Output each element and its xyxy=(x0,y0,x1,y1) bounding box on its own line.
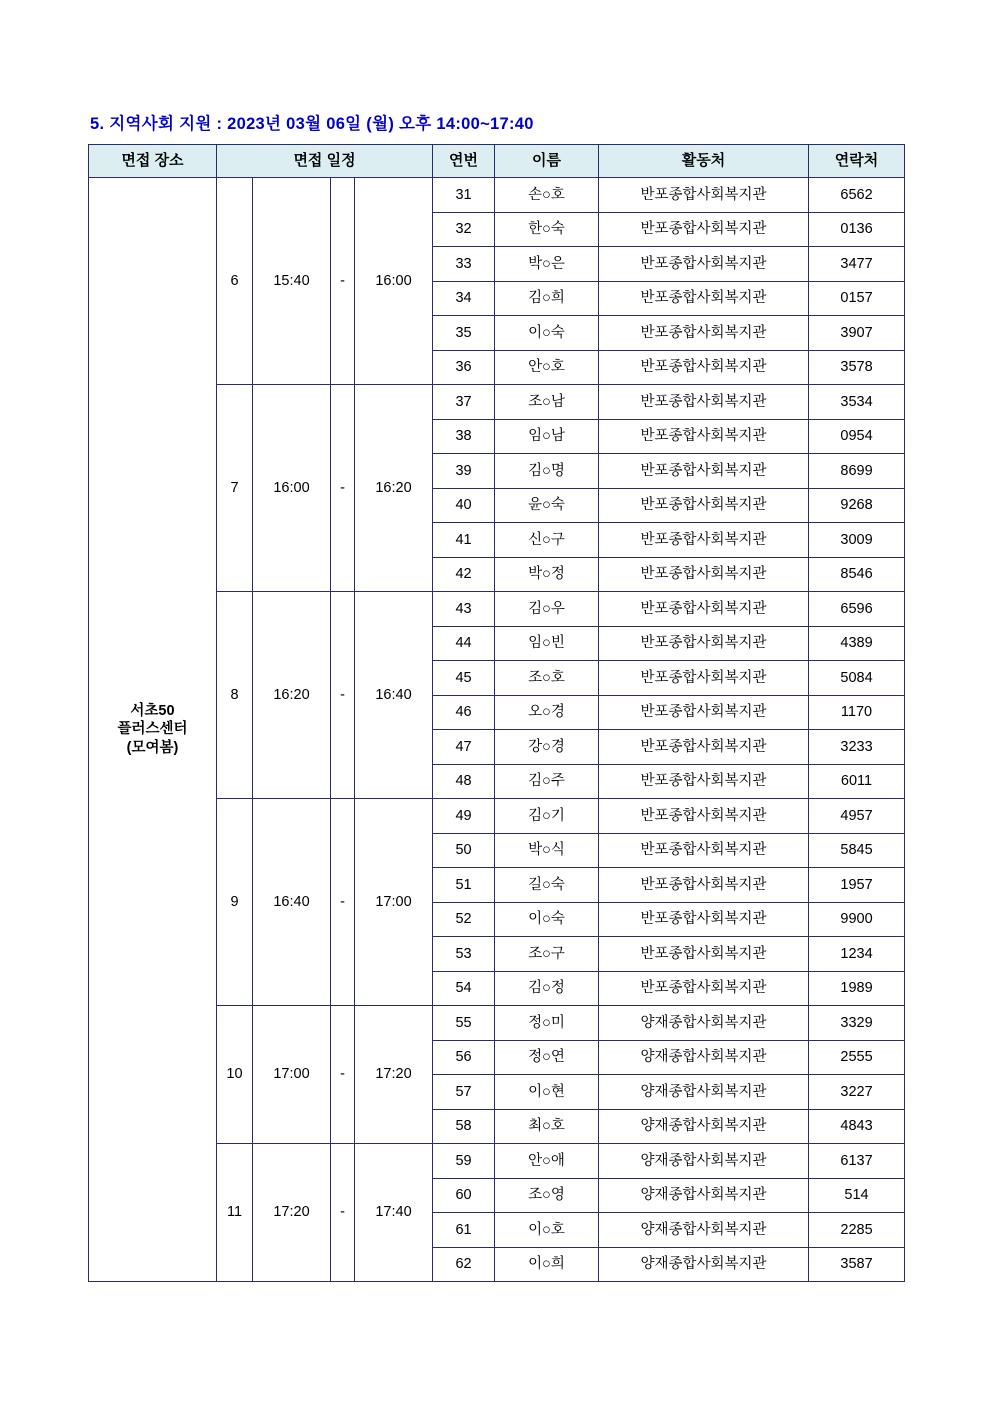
cell-name: 손○호 xyxy=(495,178,599,213)
cell-phone: 5845 xyxy=(809,833,905,868)
cell-org: 반포종합사회복지관 xyxy=(599,454,809,489)
cell-org: 반포종합사회복지관 xyxy=(599,247,809,282)
cell-phone: 6562 xyxy=(809,178,905,213)
cell-phone: 1989 xyxy=(809,971,905,1006)
cell-no: 40 xyxy=(433,488,495,523)
cell-slot-number: 11 xyxy=(217,1144,253,1282)
cell-phone: 4957 xyxy=(809,799,905,834)
cell-no: 53 xyxy=(433,937,495,972)
cell-name: 임○빈 xyxy=(495,626,599,661)
cell-no: 36 xyxy=(433,350,495,385)
cell-no: 34 xyxy=(433,281,495,316)
cell-no: 55 xyxy=(433,1006,495,1041)
cell-org: 양재종합사회복지관 xyxy=(599,1144,809,1179)
cell-phone: 8699 xyxy=(809,454,905,489)
cell-name: 박○식 xyxy=(495,833,599,868)
column-header-no: 연번 xyxy=(433,145,495,178)
cell-no: 57 xyxy=(433,1075,495,1110)
cell-no: 48 xyxy=(433,764,495,799)
cell-phone: 3907 xyxy=(809,316,905,351)
cell-org: 반포종합사회복지관 xyxy=(599,833,809,868)
cell-no: 37 xyxy=(433,385,495,420)
column-header-schedule: 면접 일정 xyxy=(217,145,433,178)
cell-no: 45 xyxy=(433,661,495,696)
cell-no: 52 xyxy=(433,902,495,937)
table-header xyxy=(89,145,905,178)
table-row xyxy=(89,178,905,213)
cell-name: 최○호 xyxy=(495,1109,599,1144)
cell-name: 조○남 xyxy=(495,385,599,420)
cell-phone: 1957 xyxy=(809,868,905,903)
cell-end-time: 17:20 xyxy=(355,1006,433,1144)
cell-org: 반포종합사회복지관 xyxy=(599,799,809,834)
cell-no: 61 xyxy=(433,1213,495,1248)
cell-no: 38 xyxy=(433,419,495,454)
interview-schedule-table xyxy=(88,144,905,1282)
cell-time-dash: - xyxy=(331,799,355,1006)
cell-phone: 8546 xyxy=(809,557,905,592)
cell-no: 32 xyxy=(433,212,495,247)
cell-org: 반포종합사회복지관 xyxy=(599,350,809,385)
cell-phone: 5084 xyxy=(809,661,905,696)
cell-phone: 6137 xyxy=(809,1144,905,1179)
cell-phone: 0157 xyxy=(809,281,905,316)
cell-name: 김○우 xyxy=(495,592,599,627)
cell-org: 양재종합사회복지관 xyxy=(599,1109,809,1144)
cell-org: 반포종합사회복지관 xyxy=(599,661,809,696)
place-line: 플러스센터 xyxy=(117,721,188,738)
cell-name: 박○은 xyxy=(495,247,599,282)
cell-phone: 6596 xyxy=(809,592,905,627)
cell-time-dash: - xyxy=(331,178,355,385)
cell-phone: 3578 xyxy=(809,350,905,385)
cell-slot-number: 10 xyxy=(217,1006,253,1144)
cell-name: 안○호 xyxy=(495,350,599,385)
cell-phone: 3009 xyxy=(809,523,905,558)
cell-slot-number: 9 xyxy=(217,799,253,1006)
cell-org: 반포종합사회복지관 xyxy=(599,385,809,420)
cell-no: 50 xyxy=(433,833,495,868)
cell-org: 반포종합사회복지관 xyxy=(599,592,809,627)
cell-org: 반포종합사회복지관 xyxy=(599,212,809,247)
cell-no: 41 xyxy=(433,523,495,558)
cell-phone: 1234 xyxy=(809,937,905,972)
cell-name: 김○기 xyxy=(495,799,599,834)
cell-org: 반포종합사회복지관 xyxy=(599,695,809,730)
cell-phone: 3477 xyxy=(809,247,905,282)
cell-org: 반포종합사회복지관 xyxy=(599,868,809,903)
cell-phone: 4389 xyxy=(809,626,905,661)
cell-no: 49 xyxy=(433,799,495,834)
cell-org: 반포종합사회복지관 xyxy=(599,902,809,937)
cell-start-time: 16:00 xyxy=(253,385,331,592)
cell-org: 양재종합사회복지관 xyxy=(599,1040,809,1075)
page-title: 5. 지역사회 지원 : 2023년 03월 06일 (월) 오후 14:00~17:40 xyxy=(90,115,534,133)
cell-org: 반포종합사회복지관 xyxy=(599,488,809,523)
cell-start-time: 17:00 xyxy=(253,1006,331,1144)
cell-no: 43 xyxy=(433,592,495,627)
cell-org: 반포종합사회복지관 xyxy=(599,730,809,765)
cell-no: 54 xyxy=(433,971,495,1006)
cell-time-dash: - xyxy=(331,592,355,799)
cell-phone: 0136 xyxy=(809,212,905,247)
cell-end-time: 16:20 xyxy=(355,385,433,592)
cell-org: 양재종합사회복지관 xyxy=(599,1075,809,1110)
cell-no: 47 xyxy=(433,730,495,765)
cell-name: 정○연 xyxy=(495,1040,599,1075)
place-line: (모여봄) xyxy=(126,739,179,756)
cell-end-time: 16:00 xyxy=(355,178,433,385)
cell-no: 60 xyxy=(433,1178,495,1213)
cell-name: 박○정 xyxy=(495,557,599,592)
cell-name: 임○남 xyxy=(495,419,599,454)
cell-no: 42 xyxy=(433,557,495,592)
cell-org: 반포종합사회복지관 xyxy=(599,523,809,558)
cell-no: 44 xyxy=(433,626,495,661)
cell-start-time: 16:20 xyxy=(253,592,331,799)
cell-name: 김○정 xyxy=(495,971,599,1006)
cell-no: 46 xyxy=(433,695,495,730)
column-header-org: 활동처 xyxy=(599,145,809,178)
cell-org: 반포종합사회복지관 xyxy=(599,626,809,661)
cell-org: 반포종합사회복지관 xyxy=(599,764,809,799)
cell-no: 51 xyxy=(433,868,495,903)
cell-phone: 9268 xyxy=(809,488,905,523)
cell-phone: 4843 xyxy=(809,1109,905,1144)
cell-org: 양재종합사회복지관 xyxy=(599,1006,809,1041)
column-header-name: 이름 xyxy=(495,145,599,178)
cell-name: 신○구 xyxy=(495,523,599,558)
cell-name: 김○명 xyxy=(495,454,599,489)
cell-no: 33 xyxy=(433,247,495,282)
cell-name: 이○숙 xyxy=(495,902,599,937)
cell-phone: 514 xyxy=(809,1178,905,1213)
cell-name: 이○현 xyxy=(495,1075,599,1110)
cell-org: 양재종합사회복지관 xyxy=(599,1247,809,1282)
cell-phone: 3233 xyxy=(809,730,905,765)
cell-time-dash: - xyxy=(331,1144,355,1282)
cell-phone: 2555 xyxy=(809,1040,905,1075)
cell-end-time: 17:40 xyxy=(355,1144,433,1282)
cell-end-time: 17:00 xyxy=(355,799,433,1006)
cell-place xyxy=(89,178,217,1282)
column-header-place: 면접 장소 xyxy=(89,145,217,178)
cell-org: 반포종합사회복지관 xyxy=(599,971,809,1006)
cell-slot-number: 6 xyxy=(217,178,253,385)
cell-end-time: 16:40 xyxy=(355,592,433,799)
table-body xyxy=(89,178,905,1282)
cell-phone: 3329 xyxy=(809,1006,905,1041)
cell-org: 반포종합사회복지관 xyxy=(599,557,809,592)
cell-time-dash: - xyxy=(331,1006,355,1144)
cell-org: 반포종합사회복지관 xyxy=(599,316,809,351)
cell-org: 반포종합사회복지관 xyxy=(599,178,809,213)
cell-org: 반포종합사회복지관 xyxy=(599,937,809,972)
cell-phone: 1170 xyxy=(809,695,905,730)
cell-name: 조○호 xyxy=(495,661,599,696)
cell-name: 안○애 xyxy=(495,1144,599,1179)
cell-org: 양재종합사회복지관 xyxy=(599,1213,809,1248)
cell-phone: 3587 xyxy=(809,1247,905,1282)
cell-no: 62 xyxy=(433,1247,495,1282)
cell-no: 56 xyxy=(433,1040,495,1075)
cell-start-time: 15:40 xyxy=(253,178,331,385)
cell-phone: 9900 xyxy=(809,902,905,937)
cell-phone: 3534 xyxy=(809,385,905,420)
cell-phone: 3227 xyxy=(809,1075,905,1110)
cell-org: 반포종합사회복지관 xyxy=(599,281,809,316)
cell-name: 이○숙 xyxy=(495,316,599,351)
cell-start-time: 16:40 xyxy=(253,799,331,1006)
cell-slot-number: 7 xyxy=(217,385,253,592)
cell-name: 윤○숙 xyxy=(495,488,599,523)
cell-name: 김○주 xyxy=(495,764,599,799)
cell-name: 한○숙 xyxy=(495,212,599,247)
cell-org: 반포종합사회복지관 xyxy=(599,419,809,454)
cell-time-dash: - xyxy=(331,385,355,592)
cell-org: 양재종합사회복지관 xyxy=(599,1178,809,1213)
cell-name: 정○미 xyxy=(495,1006,599,1041)
cell-name: 길○숙 xyxy=(495,868,599,903)
cell-name: 오○경 xyxy=(495,695,599,730)
cell-name: 김○희 xyxy=(495,281,599,316)
cell-phone: 0954 xyxy=(809,419,905,454)
cell-slot-number: 8 xyxy=(217,592,253,799)
cell-name: 조○구 xyxy=(495,937,599,972)
table-header-row xyxy=(89,145,905,178)
cell-name: 조○영 xyxy=(495,1178,599,1213)
cell-no: 59 xyxy=(433,1144,495,1179)
cell-name: 이○희 xyxy=(495,1247,599,1282)
cell-phone: 2285 xyxy=(809,1213,905,1248)
cell-no: 31 xyxy=(433,178,495,213)
cell-no: 35 xyxy=(433,316,495,351)
cell-name: 이○호 xyxy=(495,1213,599,1248)
cell-no: 58 xyxy=(433,1109,495,1144)
place-line: 서초50 xyxy=(130,703,175,720)
cell-phone: 6011 xyxy=(809,764,905,799)
cell-no: 39 xyxy=(433,454,495,489)
cell-name: 강○경 xyxy=(495,730,599,765)
cell-start-time: 17:20 xyxy=(253,1144,331,1282)
column-header-phone: 연락처 xyxy=(809,145,905,178)
